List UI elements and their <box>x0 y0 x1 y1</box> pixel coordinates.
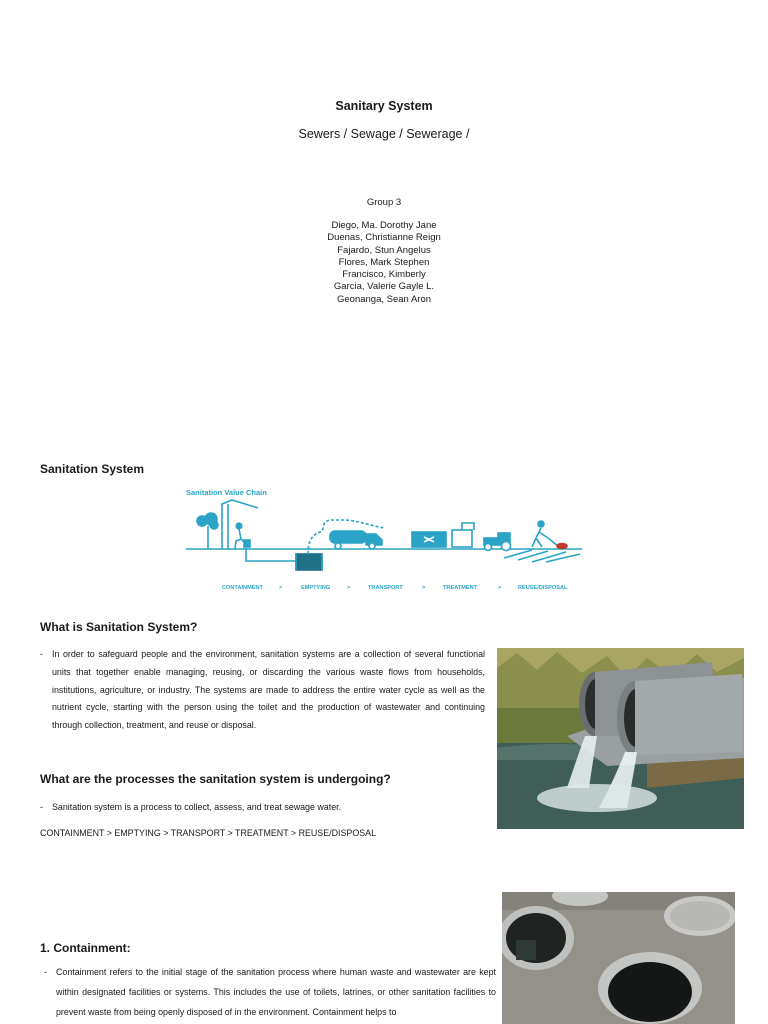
sanitation-value-chain-diagram <box>184 484 584 596</box>
diagram-separator: > <box>347 585 351 591</box>
drainage-pipes-photo <box>497 648 744 829</box>
section-heading-processes: What are the processes the sanitation system is undergoing? <box>40 772 391 786</box>
member-name: Duenas, Christianne Reign <box>327 232 441 244</box>
diagram-separator: > <box>279 585 283 591</box>
paragraph-processes <box>40 802 341 812</box>
diagram-title: Sanitation Value Chain <box>186 488 267 497</box>
process-flow-line: CONTAINMENT > EMPTYING > TRANSPORT > TREATMENT > REUSE/DISPOSAL <box>40 828 377 838</box>
paragraph-what-is <box>40 646 485 735</box>
document-title: Sanitary System <box>335 99 433 113</box>
paragraph-text: Containment refers to the initial stage of the sanitation process where human waste and wastewater are kept within designated facilities or systems. This includes the use of toilets, latrines, or other sanitation facilities to prevent waste from being openly disposed of in the environment. Containment helps to <box>56 967 496 1017</box>
member-name: Fajardo, Stun Angelus <box>337 244 431 256</box>
bullet-dash: - <box>40 802 43 812</box>
section-heading-what-is: What is Sanitation System? <box>40 620 198 634</box>
tree-icon <box>197 513 218 549</box>
field-rows-icon <box>504 550 580 562</box>
document-subtitle: Sewers / Sewage / Sewerage / <box>298 127 470 141</box>
farmer-icon <box>532 521 567 549</box>
treatment-plant-icon <box>412 523 474 547</box>
member-name: Francisco, Kimberly <box>342 269 426 281</box>
septic-tanks-photo <box>502 892 735 1024</box>
member-name: Garcia, Valerie Gayle L. <box>333 281 435 293</box>
diagram-separator: > <box>498 585 502 591</box>
member-name: Geonanga, Sean Aron <box>336 293 432 305</box>
diagram-stage-reuse-disposal: REUSE/DISPOSAL <box>518 585 568 591</box>
diagram-stage-containment: CONTAINMENT <box>222 585 263 591</box>
diagram-stage-treatment: TREATMENT <box>443 585 478 591</box>
paragraph-containment <box>44 962 496 1022</box>
diagram-stage-emptying: EMPTYING <box>301 585 331 591</box>
paragraph-text: Sanitation system is a process to collect, assess, and treat sewage water. <box>52 802 342 812</box>
member-name: Flores, Mark Stephen <box>338 256 430 268</box>
member-list <box>0 220 768 306</box>
paragraph-text: In order to safeguard people and the environment, sanitation systems are a collection of several functional units that together enable managing, reusing, or discarding the various waste flows from households, institutions, agriculture, or industry. The systems are made to address the entire water cycle as well as the nutrient cycle, starting with the person using the toilet and the production of wastewater and continuing through collection, treatment, and reuse or disposal. <box>52 649 485 731</box>
section-heading-sanitation-system: Sanitation System <box>40 462 145 476</box>
diagram-separator: > <box>422 585 426 591</box>
member-name: Diego, Ma. Dorothy Jane <box>331 220 437 231</box>
section-heading-containment: 1. Containment: <box>40 941 131 955</box>
toilet-house-icon <box>222 500 258 549</box>
bullet-dash: - <box>44 967 47 977</box>
diagram-stage-transport: TRANSPORT <box>368 585 403 591</box>
bullet-dash: - <box>40 649 43 659</box>
containment-pit-icon <box>246 549 322 570</box>
transport-truck-icon <box>330 531 382 549</box>
group-label: Group 3 <box>366 197 402 208</box>
tractor-icon <box>484 533 511 551</box>
